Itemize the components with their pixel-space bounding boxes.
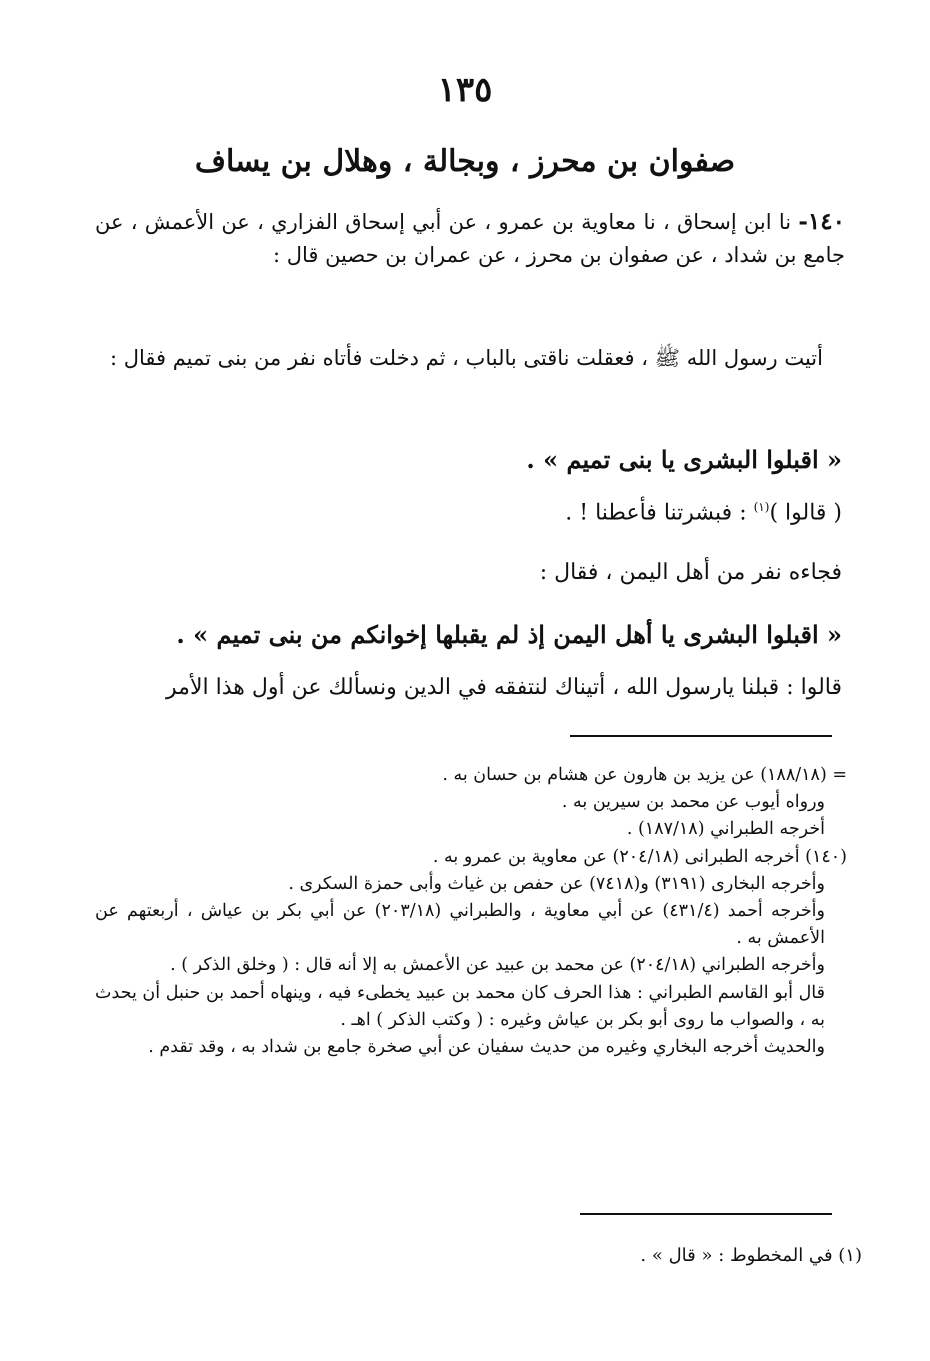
footnote-marker: (١): [753, 500, 770, 514]
reply-tamim: [82, 500, 842, 525]
hadith-isnad: [95, 205, 845, 272]
reply-tamim-prefix: ( قالوا ): [769, 500, 842, 526]
yemen-arrival: فجاءه نفر من أهل اليمن ، فقال :: [539, 560, 842, 585]
note-line: وأخرجه الطبراني (٢٠٤/١٨) عن محمد بن عبيد عن الأعمش به إلا أنه قال : ( وخلق الذكر ) .: [170, 955, 825, 976]
note-line: أخرجه الطبراني (١٨٧/١٨) .: [626, 819, 825, 840]
note-line: ورواه أيوب عن محمد بن سيرين به .: [561, 792, 825, 813]
note-line: والحديث أخرجه البخاري وغيره من حديث سفيان عن أبي صخرة جامع بن شداد به ، وقد تقدم .: [148, 1037, 825, 1058]
reply-tamim-text: : فبشرتنا فأعطنا ! .: [565, 500, 754, 526]
page-number: ١٣٥: [437, 70, 493, 110]
hadith-number: ١٤٠-: [798, 208, 845, 235]
note-line: وأخرجه أحمد (٤٣١/٤) عن أبي معاوية ، والطبراني (٢٠٣/١٨) عن أبي بكر بن عياش ، أربعتهم عن الأعمش به .: [95, 901, 825, 949]
note-line: وأخرجه البخارى (٣١٩١) و(٧٤١٨) عن حفص بن غياث وأبى حمزة السكرى .: [288, 873, 825, 894]
note-line: (١٤٠) أخرجه الطبرانى (٢٠٤/١٨) عن معاوية بن عمرو به .: [432, 846, 847, 867]
note-line: = (١٨٨/١٨) عن يزيد بن هارون عن هشام بن حسان به .: [442, 765, 847, 785]
reply-yemen: قالوا : قبلنا يارسول الله ، أتيناك لنتفقه في الدين ونسألك عن أول هذا الأمر: [166, 675, 842, 700]
takhrij-notes: [95, 762, 847, 1061]
quote-bani-tamim: « اقبلوا البشرى يا بنى تميم » .: [526, 445, 842, 474]
hadith-narration: أتيت رسول الله ﷺ ، فعقلت ناقتى بالباب ، ثم دخلت فأتاه نفر من بنى تميم فقال :: [109, 346, 823, 370]
footnote: (١) في المخطوط : « قال » .: [640, 1245, 862, 1266]
footnote-divider: [580, 1213, 832, 1215]
isnad-text: نا ابن إسحاق ، نا معاوية بن عمرو ، عن أبي إسحاق الفزاري ، عن الأعمش ، عن جامع بن شداد ، عن صفوان بن محرز ، عن عمران بن حصين قال :: [95, 210, 845, 267]
chapter-title: صفوان بن محرز ، وبجالة ، وهلال بن يساف: [194, 144, 736, 179]
quote-ahl-al-yaman: « اقبلوا البشرى يا أهل اليمن إذ لم يقبلها إخوانكم من بنى تميم » .: [176, 620, 842, 649]
note-line: قال أبو القاسم الطبراني : هذا الحرف كان محمد بن عبيد يخطىء فيه ، وينهاه أحمد بن حنبل أن يحدث به ، والصواب ما روى أبو بكر بن عياش وغيره : ( وكتب الذكر ) اهـ .: [95, 982, 825, 1030]
notes-divider: [570, 735, 832, 737]
